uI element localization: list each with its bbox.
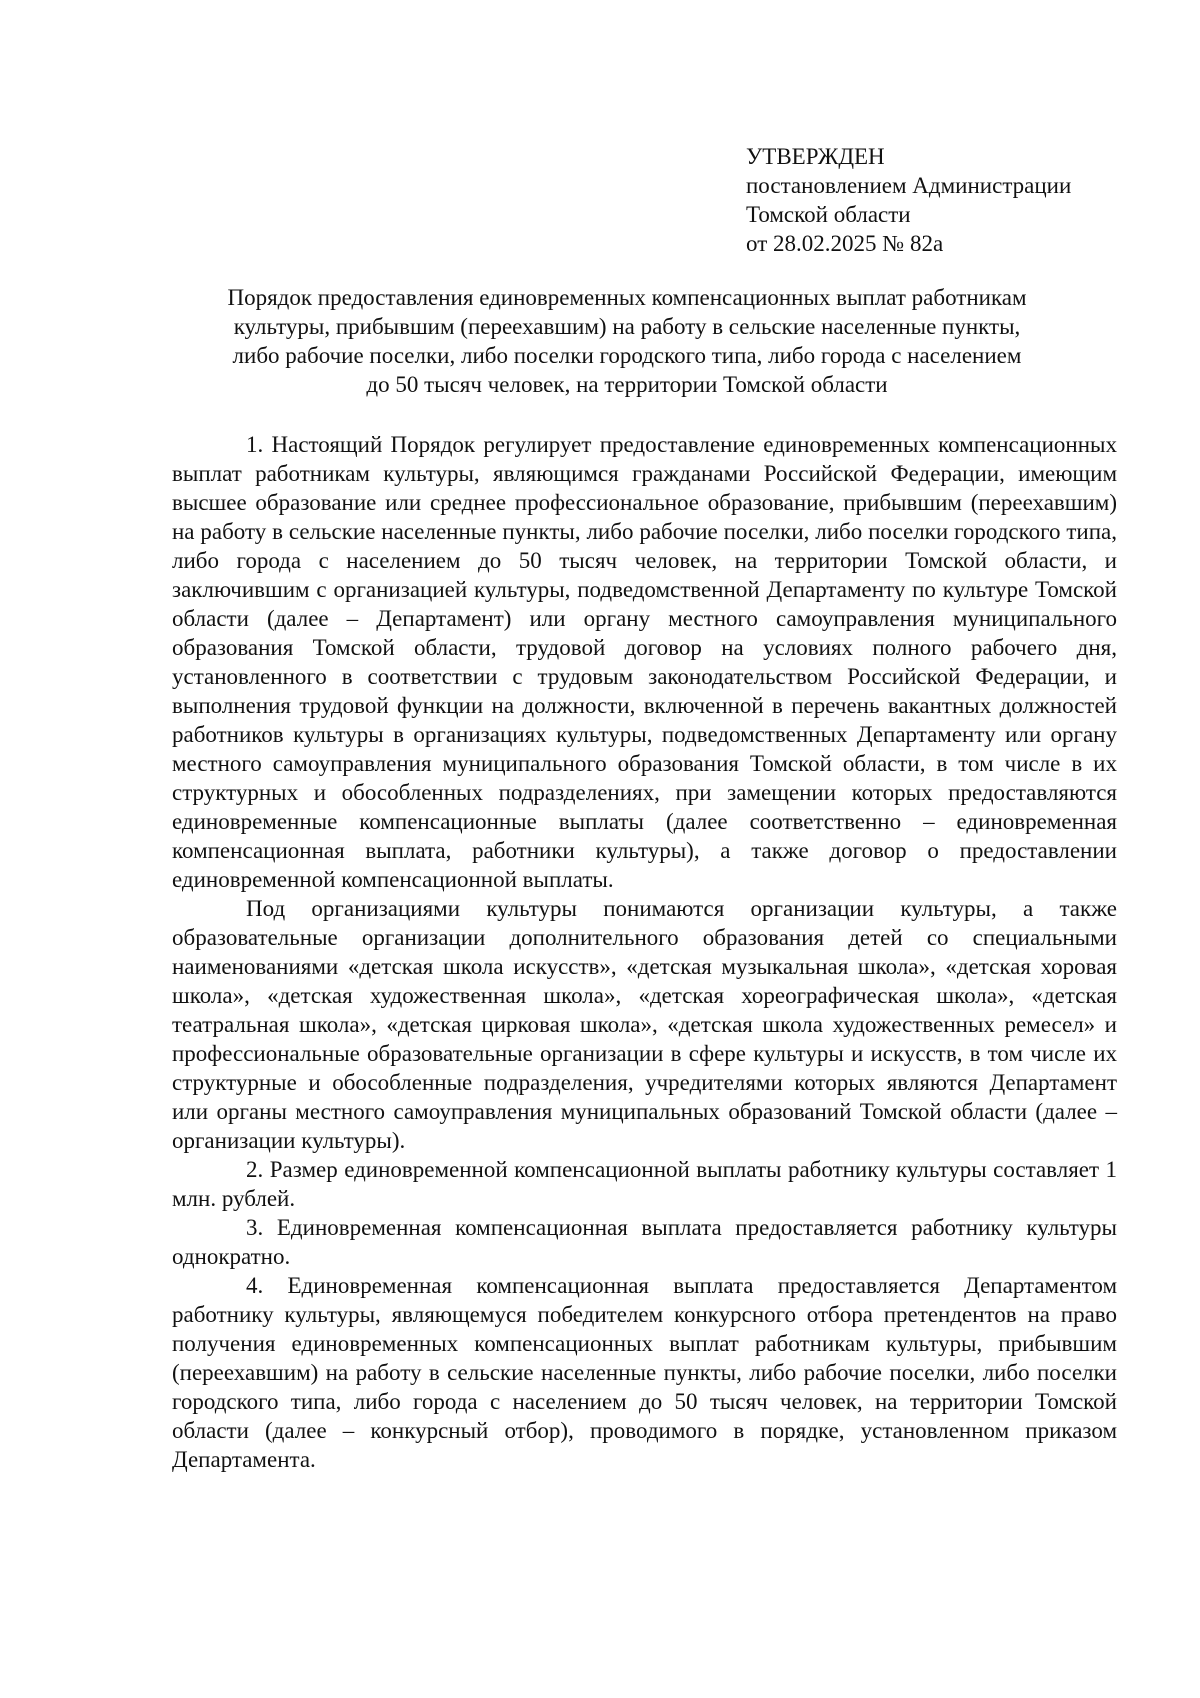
paragraph-organizations-definition: Под организациями культуры понимаются организации культуры, а также образовательные организации дополнительного образования детей со специальными наименованиями «детская школа искусств», «детская музыкальная школа», «детская хоровая школа», «детская художественная школа», «детская хореографическая школа», «детская театральная школа», «детская цирковая школа», «детская школа художественных ремесел» и профессиональные образовательные организации в сфере культуры и искусств, в том числе их структурные и обособленные подразделения, учредителями которых являются Департамент или органы местного самоуправления муниципальных образований Томской области (далее – организации культуры). <box>172 896 1117 1153</box>
approval-date-number: от 28.02.2025 № 82а <box>746 231 944 256</box>
title-line: Порядок предоставления единовременных компенсационных выплат работникам <box>227 285 1027 310</box>
approval-region: Томской области <box>746 202 911 227</box>
title-line: до 50 тысяч человек, на территории Томской области <box>366 372 888 397</box>
title-line: культуры, прибывшим (переехавшим) на работу в сельские населенные пункты, <box>233 314 1021 339</box>
paragraph-2-amount: 2. Размер единовременной компенсационной выплаты работнику культуры составляет 1 млн. рублей. <box>172 1157 1117 1211</box>
approval-heading: УТВЕРЖДЕН <box>746 144 885 169</box>
paragraph-4-provision: 4. Единовременная компенсационная выплата предоставляется Департаментом работнику культуры, являющемуся победителем конкурсного отбора претендентов на право получения единовременных компенсационных выплат работникам культуры, прибывшим (переехавшим) на работу в сельские населенные пункты, либо рабочие поселки, либо поселки городского типа, либо города с населением до 50 тысяч человек, на территории Томской области (далее – конкурсный отбор), проводимого в порядке, установленном приказом Департамента. <box>172 1273 1117 1472</box>
document-body <box>172 430 1117 1474</box>
title-line: либо рабочие поселки, либо поселки городского типа, либо города с населением <box>232 343 1022 368</box>
approval-issuer: постановлением Администрации <box>746 173 1072 198</box>
paragraph-1-scope: 1. Настоящий Порядок регулирует предоставление единовременных компенсационных выплат работникам культуры, являющимся гражданами Российской Федерации, имеющим высшее образование или среднее профессиональное образование, прибывшим (переехавшим) на работу в сельские населенные пункты, либо рабочие поселки, либо поселки городского типа, либо города с населением до 50 тысяч человек, на территории Томской области, и заключившим с организацией культуры, подведомственной Департаменту по культуре Томской области (далее – Департамент) или органу местного самоуправления муниципального образования Томской области, трудовой договор на условиях полного рабочего дня, установленного в соответствии с трудовым законодательством Российской Федерации, и выполнения трудовой функции на должности, включенной в перечень вакантных должностей работников культуры в организациях культуры, подведомственных Департаменту или органу местного самоуправления муниципального образования Томской области, в том числе в их структурных и обособленных подразделениях, при замещении которых предоставляются единовременные компенсационные выплаты (далее соответственно – единовременная компенсационная выплата, работники культуры), а также договор о предоставлении единовременной компенсационной выплаты. <box>172 432 1117 892</box>
paragraph-3-one-time: 3. Единовременная компенсационная выплата предоставляется работнику культуры однократно. <box>172 1215 1117 1269</box>
document-title <box>172 283 1082 399</box>
approval-stamp-block <box>746 142 1166 258</box>
